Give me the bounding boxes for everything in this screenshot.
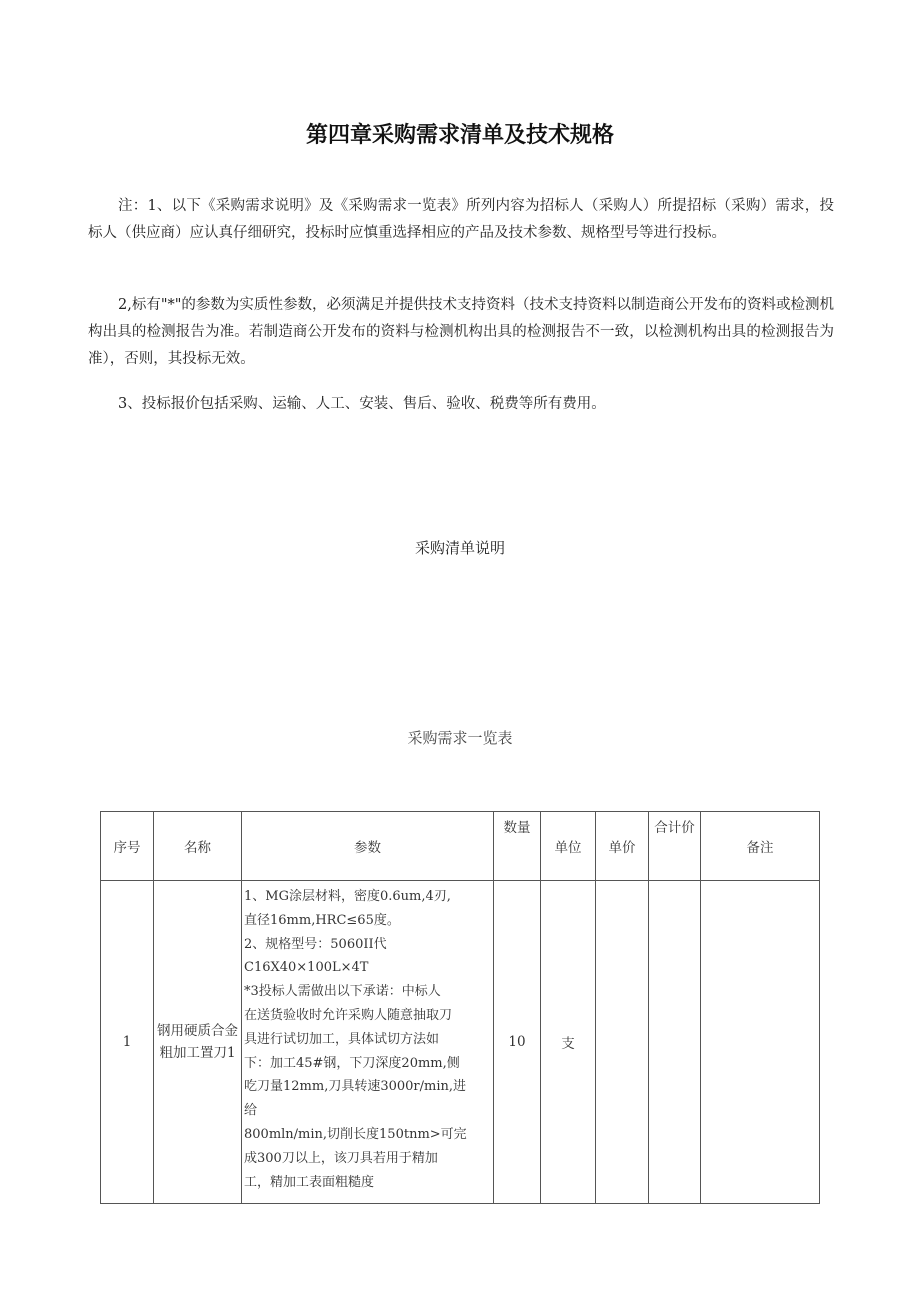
param-line: 工，精加工表面粗糙度: [244, 1174, 375, 1190]
header-name: 名称: [154, 812, 242, 881]
header-unit: 单位: [541, 812, 596, 881]
note-paragraph-3: 3、投标报价包括采购、运输、人工、安装、售后、验收、税费等所有费用。: [118, 396, 606, 412]
param-line: C16X40×100L×4T: [244, 960, 369, 976]
param-line: 1、MG涂层材料，密度0.6um,4刃,: [244, 889, 451, 904]
param-line: 具进行试切加工，具体试切方法如: [244, 1031, 440, 1047]
note-paragraph-1: 注：1、以下《采购需求说明》及《采购需求一览表》所列内容为招标人（采购人）所提招标（采购）需求，投标人（供应商）应认真仔细研究，投标时应慎重选择相应的产品及技术参数、规格型号等进行投标。: [88, 198, 834, 241]
section-title-requirements-table: 采购需求一览表: [407, 729, 513, 747]
param-line: 在送货验收时允许采购人随意抽取刀: [244, 1007, 453, 1023]
param-line: 直径16mm,HRC≤65度。: [244, 912, 400, 928]
param-line: 800mln/min,切削长度150tnm>可完: [244, 1126, 467, 1142]
header-params: 参数: [242, 812, 494, 881]
cell-unit-price: [596, 881, 649, 1204]
header-remarks: 备注: [701, 812, 820, 881]
section-title-list-description: 采购清单说明: [414, 539, 505, 557]
header-unit-price: 单价: [596, 812, 649, 881]
param-line: 下：加工45#钢，下刀深度20mm,侧: [244, 1055, 460, 1071]
cell-index: 1: [101, 881, 154, 1204]
requirements-table: [100, 811, 820, 1204]
chapter-title: 第四章采购需求清单及技术规格: [305, 123, 614, 148]
cell-params: [242, 881, 494, 1204]
param-line: 2、规格型号：5060II代: [244, 936, 387, 952]
cell-unit: 支: [541, 881, 596, 1204]
table-header-row: [101, 812, 820, 881]
header-index: 序号: [101, 812, 154, 881]
cell-quantity: 10: [494, 881, 541, 1204]
param-line: 给: [244, 1103, 258, 1119]
param-line: 吃刀量12mm,刀具转速3000r/min,进: [244, 1079, 466, 1095]
header-quantity: 数量: [494, 812, 541, 881]
cell-name: 钢用硬质合金粗加工置刀1: [154, 881, 242, 1204]
table-row: [101, 881, 820, 1204]
cell-total-price: [649, 881, 701, 1204]
param-line: *3投标人需做出以下承诺：中标人: [244, 984, 441, 1000]
header-total-price: 合计价: [649, 812, 701, 881]
cell-remarks: [701, 881, 820, 1204]
param-line: 成300刀以上，该刀具若用于精加: [244, 1150, 438, 1166]
note-paragraph-2: 2,标有"*"的参数为实质性参数，必须满足并提供技术支持资料（技术支持资料以制造商公开发布的资料或检测机构出具的检测报告为准。若制造商公开发布的资料与检测机构出具的检测报告不一致，以检测机构出具的检测报告为准），否则，其投标无效。: [88, 297, 834, 367]
